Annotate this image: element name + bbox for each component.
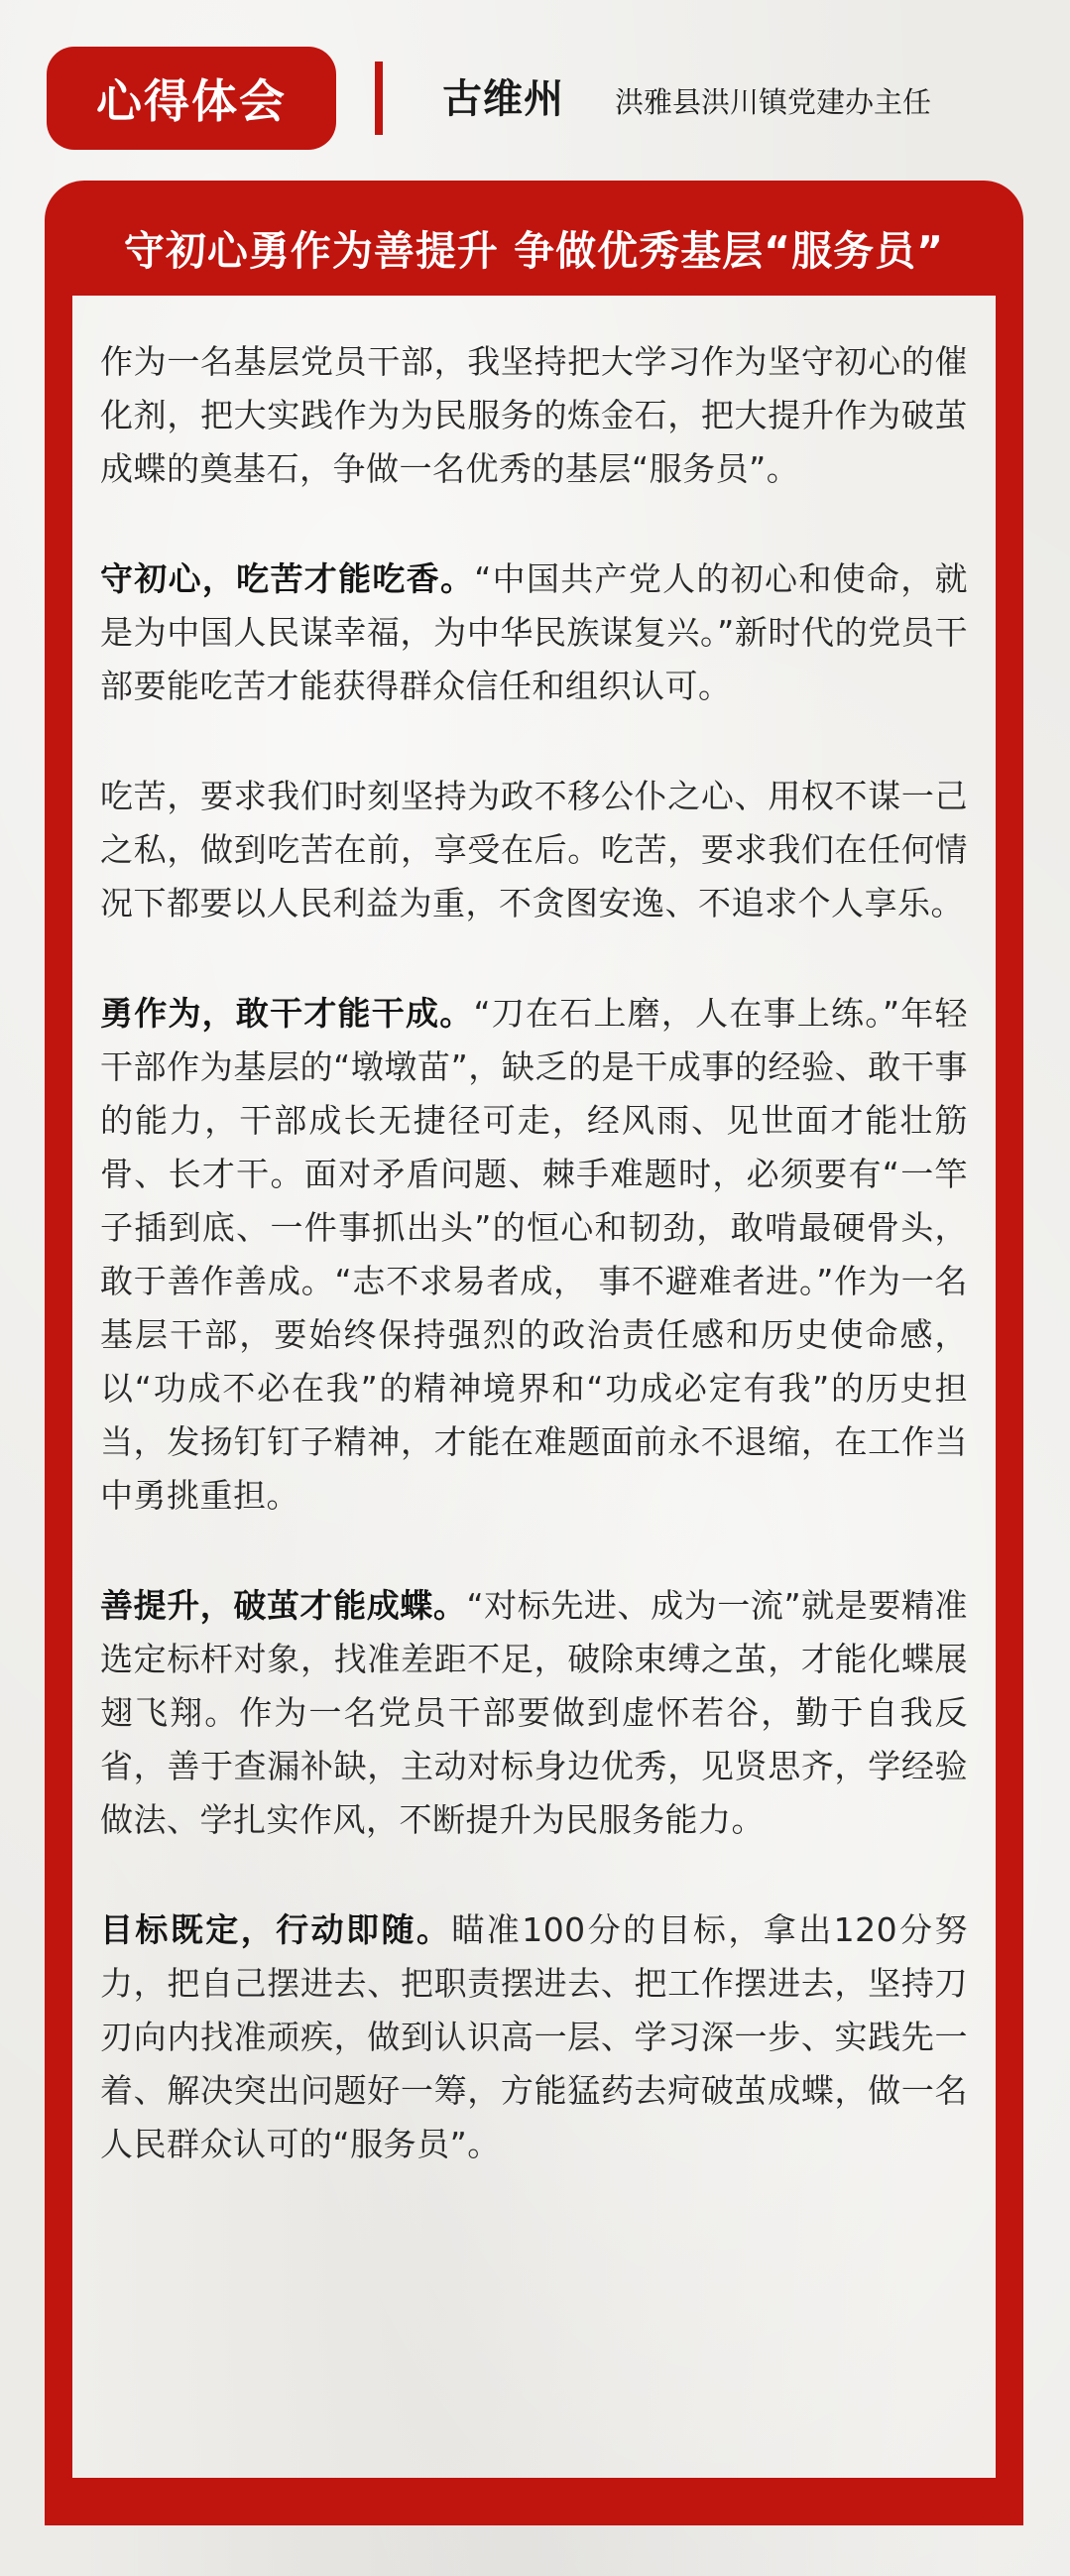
paragraph-text: “对标先进、成为一流”就是要精准选定标杆对象，找准差距不足，破除束缚之茧，才能化蝶展翅飞翔。作为一名党员干部要做到虚怀若谷，勤于自我反省，善于查漏补缺，主动对标身边优秀，见贤思齐，学经验做法、学扎实作风，不断提升为民服务能力。 (100, 1586, 969, 1839)
article-paragraph (100, 1903, 968, 2171)
paragraph-lead: 守初心，吃苦才能吃香。 (100, 559, 475, 598)
article-paragraph (100, 335, 968, 496)
paragraph-text: “中国共产党人的初心和使命，就是为中国人民谋幸福，为中华民族谋复兴。”新时代的党员干部要能吃苦才能获得群众信任和组织认可。 (100, 559, 969, 705)
article-paragraph (100, 1579, 968, 1847)
article-body (72, 296, 996, 2478)
paragraph-lead: 勇作为，敢干才能干成。 (100, 994, 474, 1033)
paragraph-text: 吃苦，要求我们时刻坚持为政不移公仆之心、用权不谋一己之私，做到吃苦在前，享受在后。吃苦，要求我们在任何情况下都要以人民利益为重，不贪图安逸、不追求个人享乐。 (100, 777, 968, 922)
category-tag-label: 心得体会 (96, 74, 287, 128)
paragraph-lead: 目标既定，行动即随。 (100, 1910, 452, 1949)
category-tag (47, 47, 336, 150)
paragraph-text: 作为一名基层党员干部，我坚持把大学习作为坚守初心的催化剂，把大实践作为为民服务的炼金石，把大提升作为破茧成蝶的奠基石，争做一名优秀的基层“服务员”。 (100, 342, 968, 488)
article-title: 守初心勇作为善提升 争做优秀基层“服务员” (123, 227, 945, 275)
author-role: 洪雅县洪川镇党建办主任 (615, 85, 932, 119)
article-paragraph (100, 770, 968, 930)
paragraph-text: “刀在石上磨，人在事上练。”年轻干部作为基层的“墩墩苗”，缺乏的是干成事的经验、敢干事的能力，干部成长无捷径可走，经风雨、见世面才能壮筋骨、长才干。面对矛盾问题、棘手难题时，必须要有“一竿子插到底、一件事抓出头”的恒心和韧劲，敢啃最硬骨头，敢于善作善成。“志不求易者成， 事不避难者进。”作为一名基层干部，要始终保持强烈的政治责任感和历史使命感，以“功成不必在我”的精神境界和“功成必定有我”的历史担当，发扬钉钉子精神，才能在难题面前永不退缩，在工作当中勇挑重担。 (100, 994, 968, 1515)
article-paragraph (100, 552, 968, 713)
author-name: 古维州 (442, 76, 564, 122)
article-paragraph (100, 987, 968, 1523)
paragraph-lead: 善提升，破茧才能成蝶。 (100, 1586, 467, 1625)
header-divider (375, 61, 383, 135)
article-card (45, 181, 1023, 2525)
paragraph-text: 瞄准100分的目标，拿出120分努力，把自己摆进去、把职责摆进去、把工作摆进去，坚持刀刃向内找准顽疾，做到认识高一层、学习深一步、实践先一着、解决突出问题好一筹，方能猛药去疴破茧成蝶，做一名人民群众认可的“服务员”。 (100, 1910, 968, 2163)
